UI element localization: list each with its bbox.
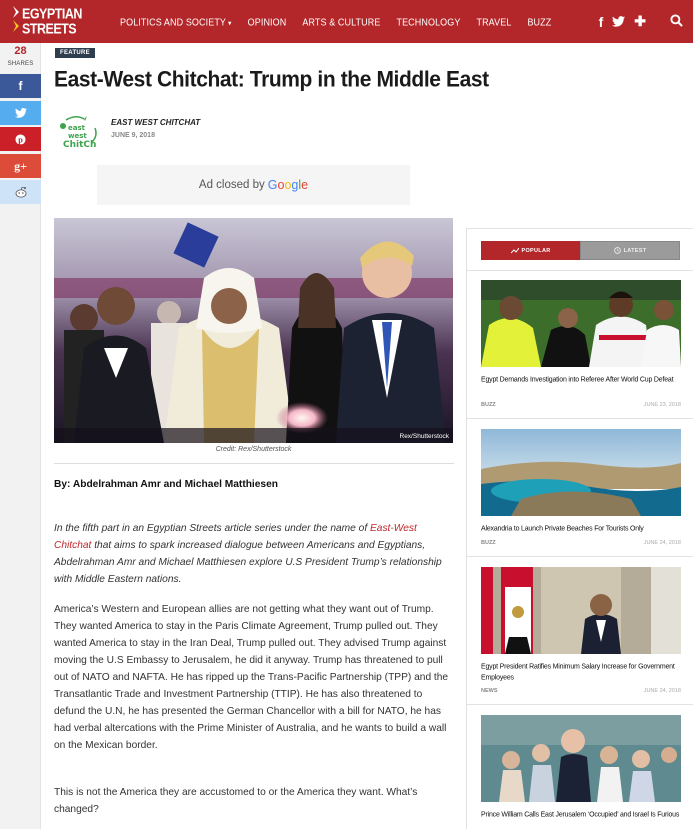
tab-latest[interactable]: LATEST <box>580 241 680 260</box>
divider <box>467 556 693 557</box>
share-google-plus-button[interactable] <box>0 154 41 178</box>
chevron-down-icon: ▾ <box>228 19 232 27</box>
article-paragraph-1: America’s Western and European allies are not getting what they want out of Trump. They wanted America to stay in the Paris Climate Agreement, Trump pulled out. They wanted America to stay in the Iran Deal, Trump pulled out. They advised Trump against moving the U.S Embassy to Jerusalem, he did it anyway. Trump has threatened to pull out of NATO and NAFTA. He has ripped up the Trans-Pacific Partnership (TPP) and the Transatlantic Trade and Investment Partnership (TTIP). He has also threatened to defund the U.N, he has presented the German Chancellor with a bill for NATO, he has had verbal altercations with the Prime Minister of Australia, and he wants to build a wall on the Mexican border. <box>54 604 449 751</box>
divider <box>54 463 454 464</box>
svg-text:p: p <box>18 135 23 145</box>
nav-technology[interactable]: TECHNOLOGY <box>396 16 461 27</box>
clock-icon <box>614 247 621 254</box>
logo-line-1: EGYPTIAN <box>22 5 82 22</box>
article-intro: In the fifth part in an Egyptian Streets article series under the name of East-West Chitchat that aims to spark increased dialogue between Americans and Egyptians, Abdelrahman Amr and Michael Matthiesen explore U.S President Trump’s relationship with Middle Eastern nations. <box>54 523 442 585</box>
top-navigation-bar <box>0 0 693 43</box>
divider <box>467 704 693 705</box>
twitter-icon <box>15 108 27 118</box>
post-date: JUNE 24, 2018 <box>643 688 681 694</box>
nav-arts-culture[interactable]: ARTS & CULTURE <box>302 16 381 27</box>
share-pinterest-button[interactable] <box>0 127 41 151</box>
tab-popular[interactable]: POPULAR <box>481 241 580 260</box>
post-thumbnail-alexandria[interactable] <box>481 429 681 516</box>
east-west-chitchat-link[interactable]: East-West Chitchat <box>54 523 417 551</box>
divider <box>467 270 693 271</box>
post-title-link[interactable]: Prince William Calls East Jerusalem ‘Occupied’ and Israel Is Furious <box>481 811 680 819</box>
nav-opinion[interactable]: OPINION <box>247 16 287 27</box>
share-reddit-button[interactable] <box>0 180 41 204</box>
reddit-icon <box>14 186 28 198</box>
article-title: East-West Chitchat: Trump in the Middle East <box>54 67 489 92</box>
logo-flame-icon <box>12 6 20 36</box>
share-facebook-button[interactable] <box>0 74 41 98</box>
plus-icon[interactable]: ✚ <box>634 13 646 29</box>
post-title-link[interactable]: Alexandria to Launch Private Beaches For Tourists Only <box>481 525 644 533</box>
author-name-link[interactable]: EAST WEST CHITCHAT <box>111 118 201 127</box>
post-category[interactable]: NEWS <box>481 688 498 694</box>
pinterest-icon <box>15 134 26 145</box>
hero-photo-illustration <box>54 218 453 443</box>
article-byline: By: Abdelrahman Amr and Michael Matthiesen <box>54 479 278 490</box>
main-menu <box>120 0 567 43</box>
facebook-icon: f <box>18 79 23 93</box>
article-hero-image <box>54 218 453 443</box>
nav-travel[interactable]: TRAVEL <box>476 16 512 27</box>
post-thumbnail-world-cup[interactable] <box>481 280 681 367</box>
post-thumbnail-prince-william[interactable] <box>481 715 681 802</box>
post-title-link[interactable]: Egypt President Ratifies Minimum Salary Increase for Government Employees <box>481 663 675 682</box>
popular-posts-widget <box>466 228 693 829</box>
svg-text:ChitCh: ChitCh <box>63 140 97 150</box>
ad-closed-text: Ad closed by <box>198 179 265 191</box>
svg-text:east: east <box>68 124 85 132</box>
publish-date: JUNE 9, 2018 <box>111 132 155 139</box>
image-caption: Credit: Rex/Shutterstock <box>215 446 292 453</box>
logo-line-2: STREETS <box>22 20 77 37</box>
nav-politics-and-society[interactable]: POLITICS AND SOCIETY ▾ <box>120 16 232 27</box>
post-date: JUNE 23, 2018 <box>643 402 681 408</box>
share-label: SHARES <box>7 61 34 67</box>
share-count: 28 <box>14 45 27 57</box>
svg-text:west: west <box>68 132 87 140</box>
feature-badge[interactable]: FEATURE <box>55 48 95 58</box>
hero-credit-overlay: Rex/Shutterstock <box>399 433 449 440</box>
search-icon[interactable] <box>670 14 683 30</box>
trending-icon <box>511 248 519 254</box>
share-twitter-button[interactable] <box>0 101 41 125</box>
share-sidebar <box>0 43 41 829</box>
author-avatar[interactable] <box>54 114 101 152</box>
post-title-link[interactable]: Egypt Demands Investigation into Referee After World Cup Defeat <box>481 376 674 384</box>
post-thumbnail-egypt-president[interactable] <box>481 567 681 654</box>
post-date: JUNE 24, 2018 <box>643 540 681 546</box>
nav-buzz[interactable]: BUZZ <box>527 16 552 27</box>
google-logo: Google <box>267 178 309 192</box>
twitter-icon[interactable] <box>612 14 625 30</box>
header-icons <box>590 0 683 43</box>
divider <box>467 418 693 419</box>
google-plus-icon: g+ <box>14 158 27 173</box>
post-category[interactable]: BUZZ <box>481 402 496 408</box>
article-paragraph-2: This is not the America they are accustomed to or the America they want. What’s changed? <box>54 787 418 815</box>
ad-closed-placeholder <box>97 165 410 205</box>
facebook-icon[interactable]: f <box>598 13 604 30</box>
post-category[interactable]: BUZZ <box>481 540 496 546</box>
site-logo[interactable] <box>12 4 82 38</box>
widget-tabs <box>481 241 680 260</box>
